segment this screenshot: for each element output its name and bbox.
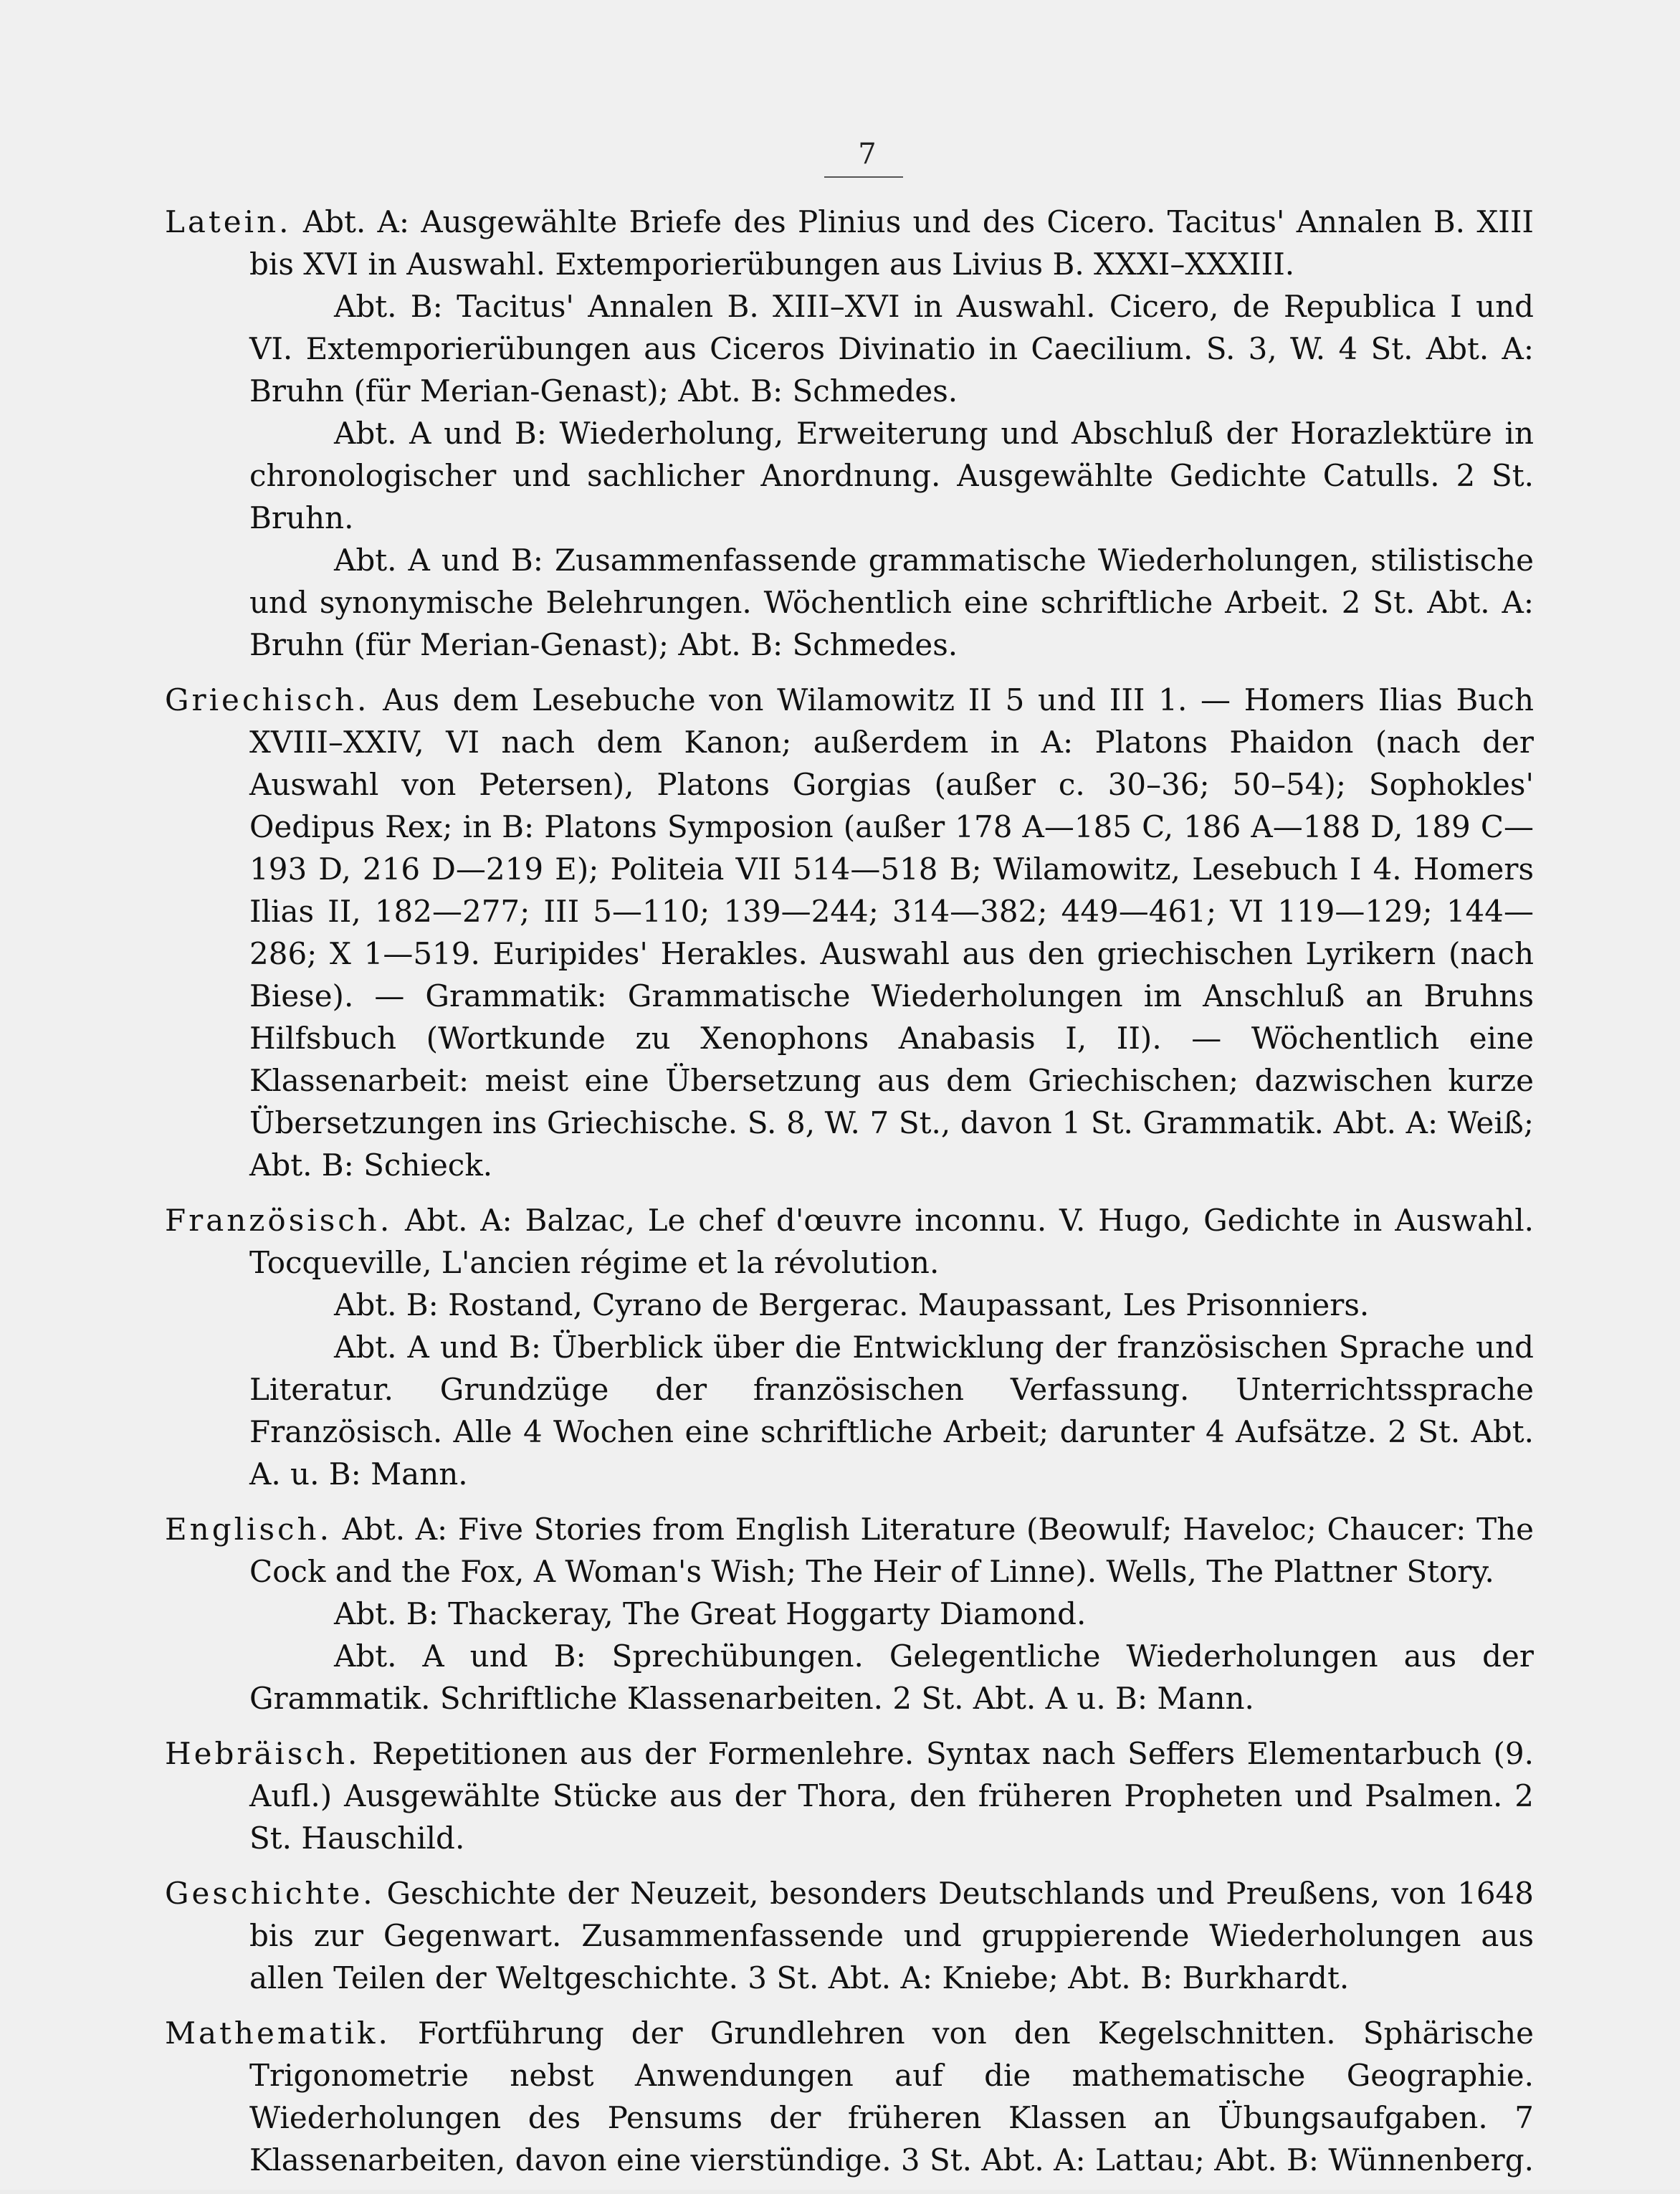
paragraph: Abt. A und B: Wiederholung, Erweiterung und Abschluß der Horazlektüre in chronologischer und sachlicher Anordnung. Ausgewählte Gedichte Catulls. 2 St. Bruhn.	[249, 416, 1534, 535]
paragraph	[165, 1732, 1534, 1859]
paragraph: Abt. A und B: Überblick über die Entwicklung der französischen Sprache und Literatur. Grundzüge der französischen Verfassung. Unterrichtssprache Französisch. Alle 4 Wochen eine schriftliche Arbeit; darunter 4 Aufsätze. 2 St. Abt. A. u. B: Mann.	[249, 1330, 1534, 1492]
section-mathematik	[165, 2012, 1534, 2181]
page-number-rule	[824, 176, 903, 178]
section-griechisch	[165, 679, 1534, 1186]
subject-heading: Mathematik.	[165, 2016, 391, 2051]
subject-heading: Latein.	[165, 204, 292, 239]
section-geschichte	[165, 1872, 1534, 1999]
paragraph	[165, 201, 1534, 285]
paragraph-text: Aus dem Lesebuche von Wilamowitz II 5 und III 1. — Homers Ilias Buch XVIII–XXIV, VI nach dem Kanon; außerdem in A: Platons Phaidon (nach der Auswahl von Petersen), Platons Gorgias (außer c. 30–36; 50–54); Sophokles' Oedipus Rex; in B: Platons Symposion (außer 178 A—185 C, 186 A—188 D, 189 C—193 D, 216 D—219 E); Politeia VII 514—518 B; Wilamowitz, Lesebuch I 4. Homers Ilias II, 182—277; III 5—110; 139—244; 314—382; 449—461; VI 119—129; 144—286; X 1—519. Euripides' Herakles. Auswahl aus den griechischen Lyrikern (nach Biese). — Grammatik: Grammatische Wiederholungen im Anschluß an Bruhns Hilfsbuch (Wortkunde zu Xenophons Anabasis I, II). — Wöchentlich eine Klassenarbeit: meist eine Übersetzung aus dem Griechischen; dazwischen kurze Übersetzungen ins Griechische. S. 8, W. 7 St., davon 1 St. Grammatik. Abt. A: Weiß; Abt. B: Schieck.	[249, 682, 1534, 1183]
paragraph-text: Abt. A: Balzac, Le chef d'œuvre inconnu. V. Hugo, Gedichte in Auswahl. Tocqueville, L'ancien régime et la révolution.	[249, 1203, 1534, 1280]
paragraph-text: Fortführung der Grundlehren von den Kegelschnitten. Sphärische Trigonometrie nebst Anwendungen auf die mathematische Geographie. Wiederholungen des Pensums der früheren Klassen an Übungsaufgaben. 7 Klassenarbeiten, davon eine vierstündige. 3 St. Abt. A: Lattau; Abt. B: Wünnenberg.	[249, 2016, 1534, 2178]
paragraph: Abt. B: Thackeray, The Great Hoggarty Diamond.	[334, 1596, 1087, 1631]
subject-heading: Französisch.	[165, 1203, 393, 1238]
paragraph	[165, 1508, 1534, 1593]
section-englisch	[165, 1508, 1534, 1720]
paragraph	[165, 679, 1534, 1186]
paragraph	[165, 1872, 1534, 1999]
paragraph: Abt. B: Tacitus' Annalen B. XIII–XVI in Auswahl. Cicero, de Republica I und VI. Extemporierübungen aus Ciceros Divinatio in Caecilium. S. 3, W. 4 St. Abt. A: Bruhn (für Merian-Genast); Abt. B: Schmedes.	[249, 289, 1534, 409]
subject-heading: Englisch.	[165, 1512, 332, 1547]
section-hebraeisch	[165, 1732, 1534, 1859]
paragraph-text: Geschichte der Neuzeit, besonders Deutschlands und Preußens, von 1648 bis zur Gegenwart. Zusammenfassende und gruppierende Wiederholungen aus allen Teilen der Weltgeschichte. 3 St. Abt. A: Kniebe; Abt. B: Burkhardt.	[249, 1876, 1534, 1995]
paragraph: Abt. A und B: Sprechübungen. Gelegentliche Wiederholungen aus der Grammatik. Schriftliche Klassenarbeiten. 2 St. Abt. A u. B: Mann.	[249, 1639, 1534, 1716]
paragraph	[165, 2012, 1534, 2181]
subject-heading: Griechisch.	[165, 682, 370, 717]
paragraph: Abt. A und B: Zusammenfassende grammatische Wiederholungen, stilistische und synonymische Belehrungen. Wöchentlich eine schriftliche Arbeit. 2 St. Abt. A: Bruhn (für Merian-Genast); Abt. B: Schmedes.	[249, 543, 1534, 662]
page-number: 7	[858, 138, 877, 171]
curriculum-content	[165, 201, 1534, 2194]
subject-heading: Geschichte.	[165, 1876, 376, 1911]
subject-heading: Hebräisch.	[165, 1736, 361, 1771]
paragraph-text: Repetitionen aus der Formenlehre. Syntax nach Seffers Elementarbuch (9. Aufl.) Ausgewählte Stücke aus der Thora, den früheren Propheten und Psalmen. 2 St. Hauschild.	[249, 1736, 1534, 1856]
paragraph	[165, 1199, 1534, 1284]
section-latein	[165, 201, 1534, 666]
section-franzoesisch	[165, 1199, 1534, 1495]
paragraph: Abt. B: Rostand, Cyrano de Bergerac. Maupassant, Les Prisonniers.	[334, 1287, 1370, 1322]
paragraph-text: Abt. A: Five Stories from English Literature (Beowulf; Haveloc; Chaucer: The Cock and the Fox, A Woman's Wish; The Heir of Linne). Wells, The Plattner Story.	[249, 1512, 1534, 1589]
paragraph-text: Abt. A: Ausgewählte Briefe des Plinius und des Cicero. Tacitus' Annalen B. XIII bis XVI in Auswahl. Extemporierübungen aus Livius B. XXXI–XXXIII.	[249, 204, 1535, 282]
